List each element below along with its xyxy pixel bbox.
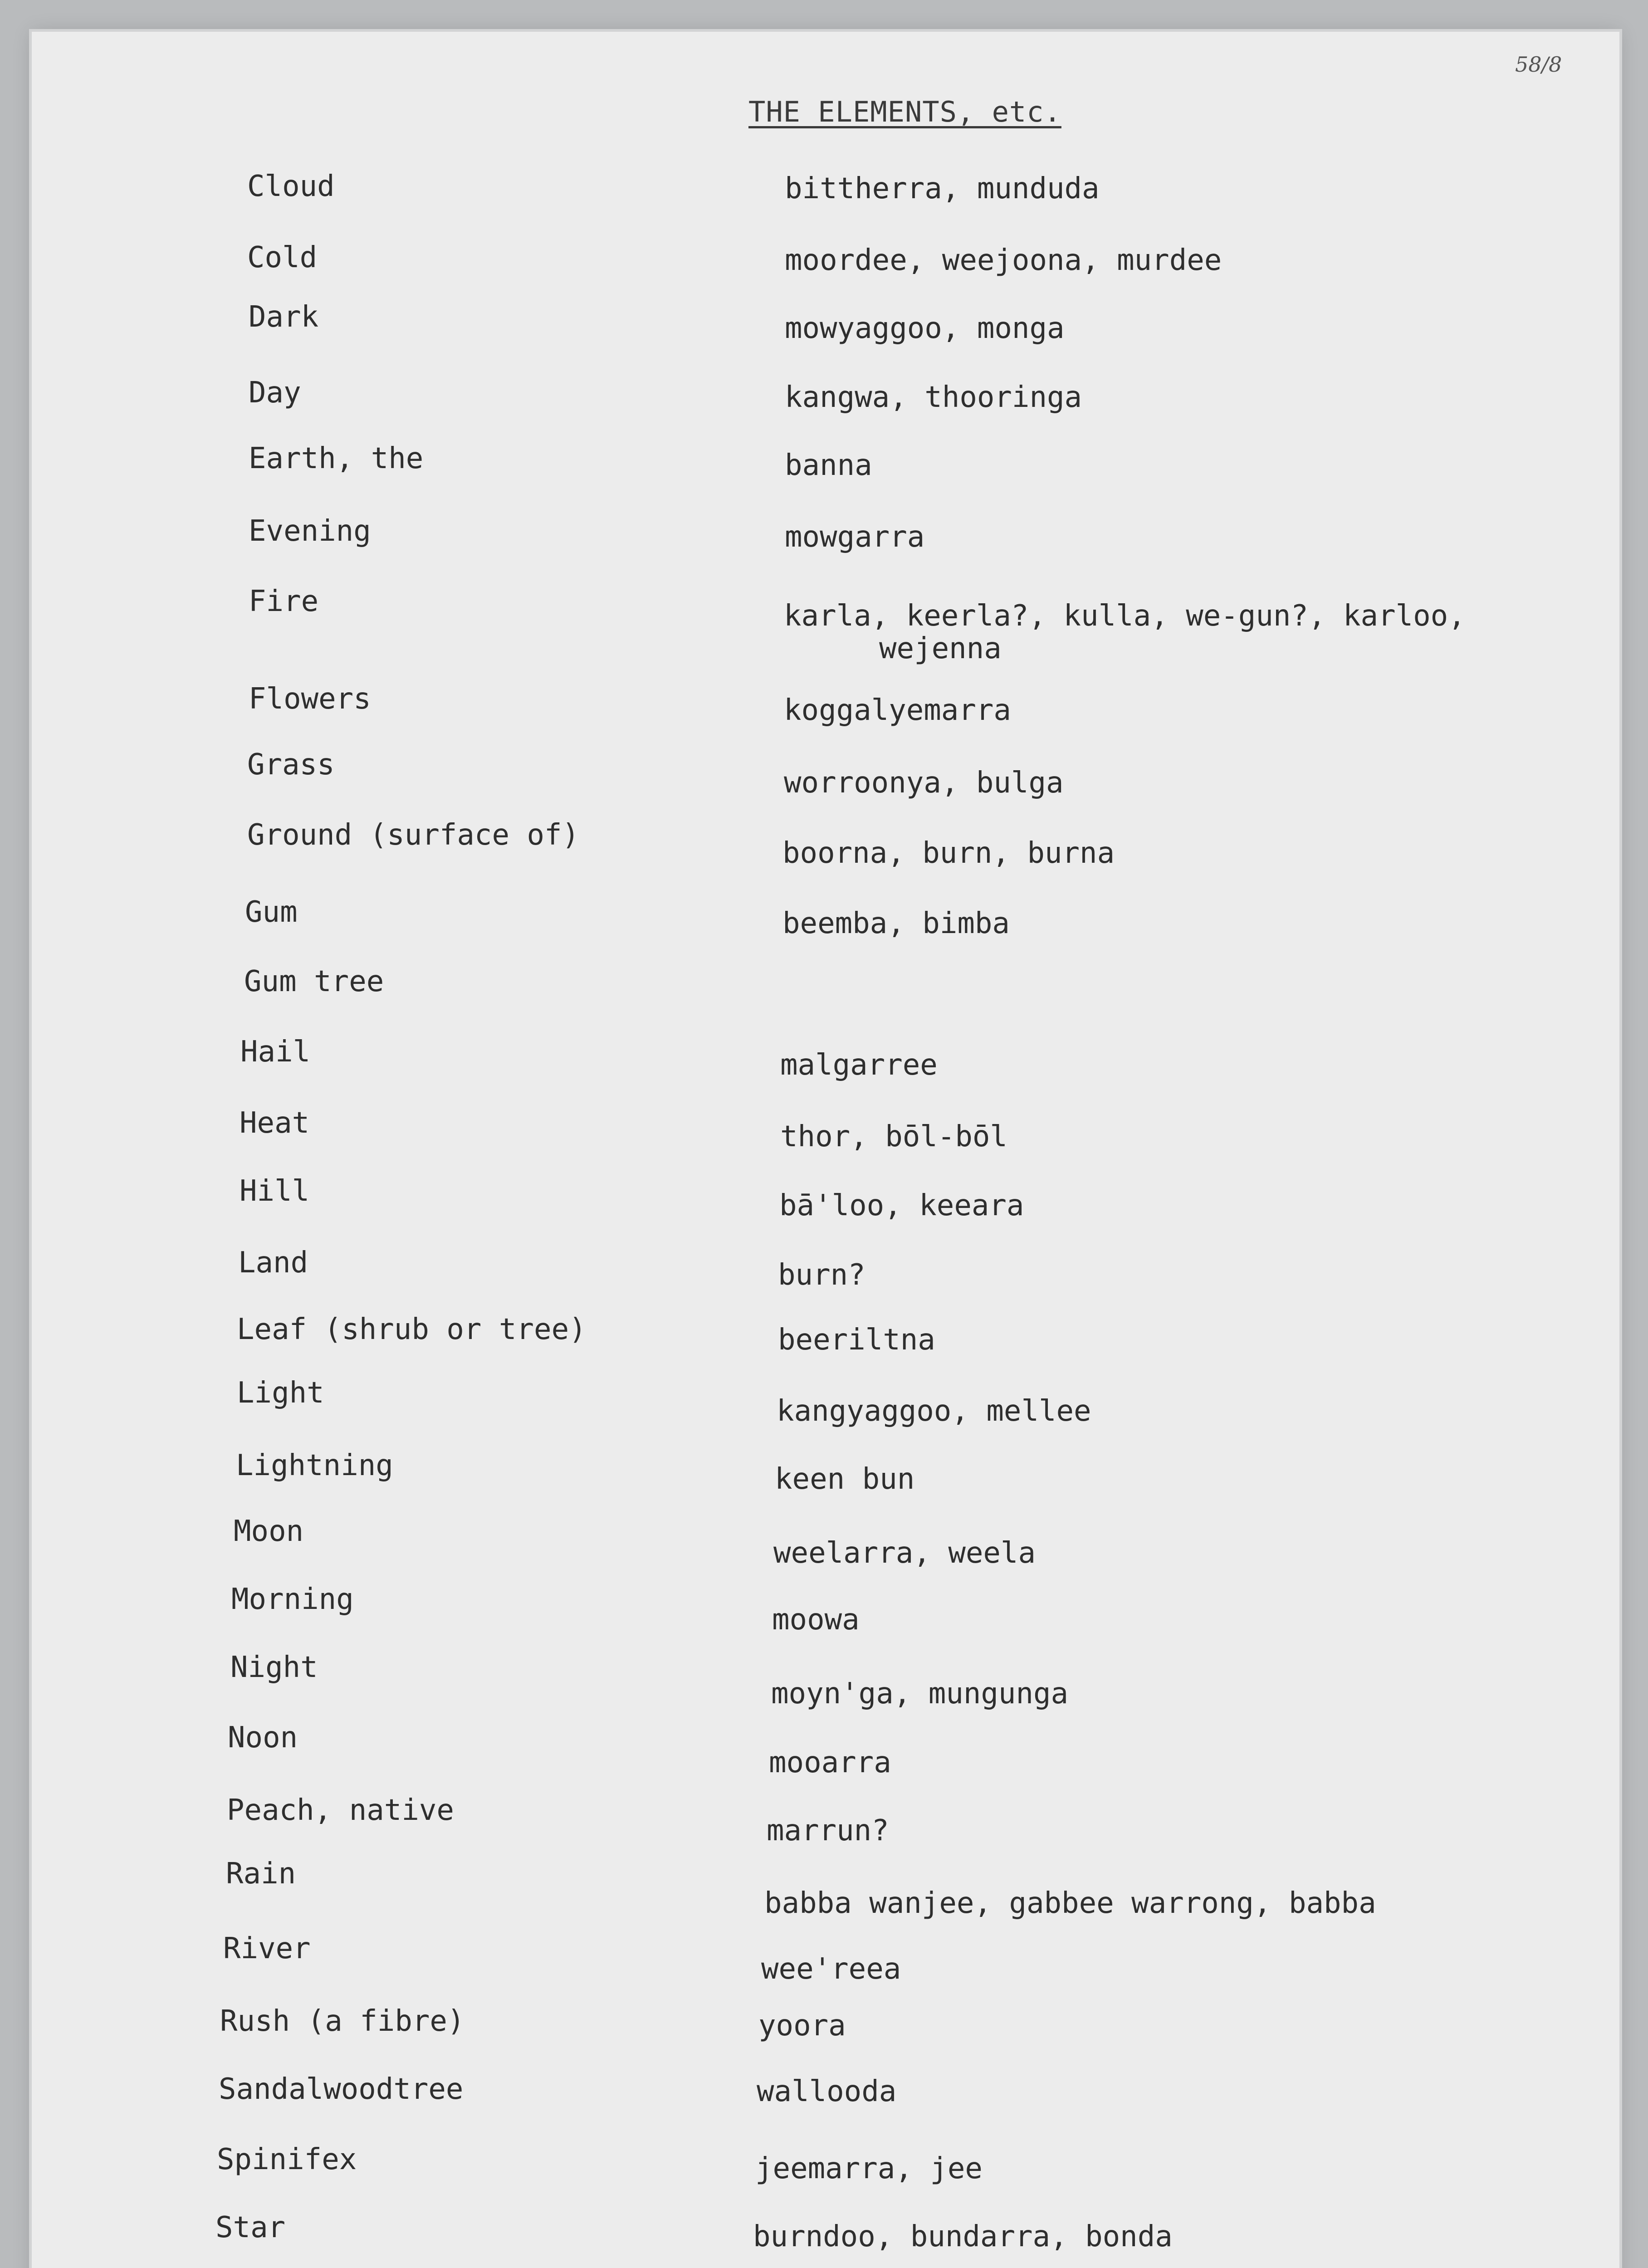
entry-term: Flowers <box>249 682 371 716</box>
entry-term: Heat <box>240 1106 310 1140</box>
entry-gloss: burndoo, bundarra, bonda <box>753 2220 1173 2253</box>
entry-term: Lightning <box>236 1449 393 1482</box>
entry-gloss: kangyaggoo, mellee <box>777 1394 1091 1428</box>
entry-term: Rain <box>226 1857 296 1891</box>
entry-gloss: kangwa, thooringa <box>785 381 1082 414</box>
entry-term: Moon <box>234 1515 304 1548</box>
entry-term: Hail <box>240 1035 311 1069</box>
entry-term: Sandalwoodtree <box>219 2072 464 2106</box>
entry-gloss: mowyaggoo, monga <box>785 312 1065 345</box>
entry-gloss: wee'reea <box>761 1952 901 1986</box>
entry-term: Spinifex <box>217 2143 357 2176</box>
entry-gloss: bittherra, munduda <box>785 172 1100 205</box>
entry-term: Hill <box>240 1174 310 1208</box>
entry-gloss-line: karla, keerla?, kulla, we-gun?, karloo, <box>784 599 1466 633</box>
page-number: 58/8 <box>1515 52 1562 77</box>
entry-term: Morning <box>231 1583 354 1616</box>
entry-gloss: bā'loo, keeara <box>779 1189 1024 1222</box>
entry-gloss: koggalyemarra <box>784 694 1011 727</box>
entry-term: Fire <box>249 585 319 618</box>
entry-gloss: boorna, burn, burna <box>782 836 1115 870</box>
entry-term: Star <box>215 2211 286 2244</box>
entry-term: Ground (surface of) <box>247 818 580 852</box>
entry-term: Light <box>237 1376 324 1410</box>
entry-term: Dark <box>249 300 319 334</box>
entry-term: Noon <box>228 1721 298 1755</box>
entry-term: Day <box>249 376 301 410</box>
entry-gloss: beeriltna <box>778 1323 935 1357</box>
entry-gloss: banna <box>785 449 872 482</box>
entry-gloss: mowgarra <box>785 520 925 554</box>
entry-gloss: burn? <box>778 1258 866 1292</box>
entry-gloss <box>784 600 1555 665</box>
entry-gloss-continuation: wejenna <box>879 632 1002 665</box>
entry-term: Evening <box>249 514 371 548</box>
entry-gloss: marrun? <box>767 1814 889 1848</box>
entry-gloss: malgarree <box>780 1048 938 1082</box>
entry-gloss: worroonya, bulga <box>784 766 1064 800</box>
entry-gloss: moyn'ga, mungunga <box>771 1677 1069 1711</box>
entry-term: Leaf (shrub or tree) <box>237 1313 587 1346</box>
entry-gloss: mooarra <box>769 1746 891 1779</box>
entry-term: Peach, native <box>227 1794 454 1827</box>
entry-gloss: wallooda <box>757 2075 897 2108</box>
entry-term: Land <box>238 1246 308 1280</box>
entry-gloss: moordee, weejoona, murdee <box>785 244 1222 277</box>
entry-gloss: yoora <box>758 2009 846 2043</box>
entry-term: Cloud <box>247 170 335 203</box>
page-title: THE ELEMENTS, etc. <box>748 95 1061 128</box>
entry-gloss: weelarra, weela <box>773 1536 1036 1570</box>
entry-gloss: babba wanjee, gabbee warrong, babba <box>764 1887 1376 1920</box>
entry-term: Gum <box>245 895 298 929</box>
entry-gloss: moowa <box>772 1603 860 1637</box>
entry-term: Rush (a fibre) <box>220 2004 465 2038</box>
entry-term: Grass <box>247 748 335 782</box>
entry-gloss: jeemarra, jee <box>755 2152 983 2185</box>
entry-gloss: thor, bōl-bōl <box>780 1120 1007 1154</box>
entry-term: Gum tree <box>244 965 384 998</box>
entry-term: Earth, the <box>249 442 424 475</box>
entry-gloss: beemba, bimba <box>782 907 1010 940</box>
entry-term: Cold <box>247 241 318 274</box>
entry-gloss: keen bun <box>775 1462 915 1496</box>
entry-term: Night <box>230 1651 318 1684</box>
entry-term: River <box>223 1932 311 1965</box>
